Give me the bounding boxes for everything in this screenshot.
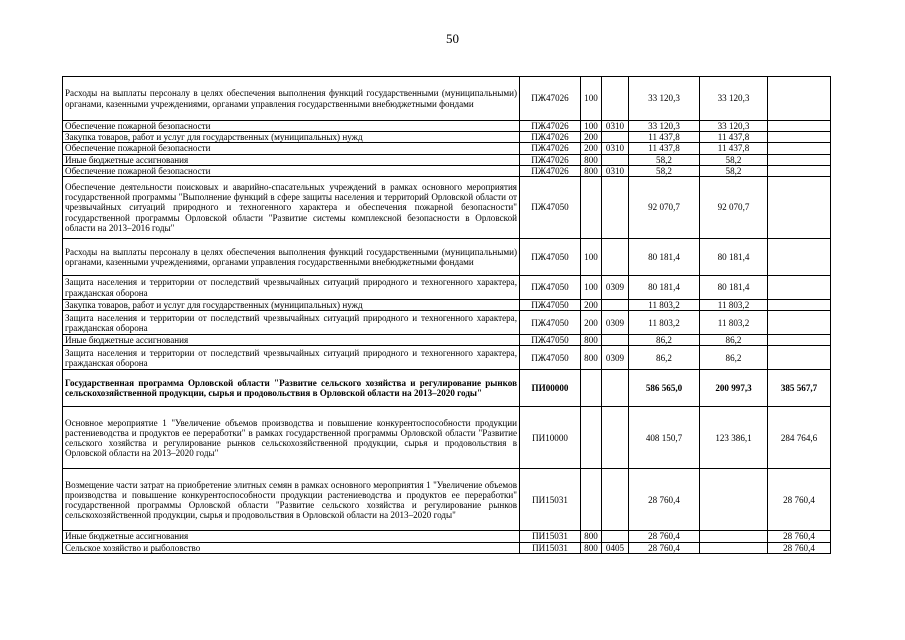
row-federal-amount bbox=[768, 154, 831, 165]
row-section-code bbox=[602, 531, 629, 542]
row-regional-amount: 92 070,7 bbox=[700, 177, 768, 239]
row-regional-amount: 11 437,8 bbox=[700, 132, 768, 143]
row-target-code: ПЖ47050 bbox=[520, 346, 581, 370]
row-total-amount: 11 437,8 bbox=[629, 143, 700, 154]
row-federal-amount bbox=[768, 311, 831, 335]
table-row bbox=[63, 239, 831, 276]
row-expense-type: 100 bbox=[581, 121, 602, 132]
row-target-code: ПЖ47026 bbox=[520, 143, 581, 154]
row-total-amount: 11 803,2 bbox=[629, 311, 700, 335]
row-expense-type: 800 bbox=[581, 531, 602, 542]
row-target-code: ПЖ47026 bbox=[520, 121, 581, 132]
row-total-amount: 86,2 bbox=[629, 346, 700, 370]
table-row bbox=[63, 407, 831, 469]
table-row bbox=[63, 542, 831, 553]
row-expense-type: 200 bbox=[581, 311, 602, 335]
row-description: Иные бюджетные ассигнования bbox=[63, 154, 520, 165]
table-row bbox=[63, 531, 831, 542]
row-section-code bbox=[602, 407, 629, 469]
row-description: Обеспечение пожарной безопасности bbox=[63, 121, 520, 132]
row-regional-amount: 33 120,3 bbox=[700, 77, 768, 121]
row-section-code bbox=[602, 239, 629, 276]
row-section-code: 0310 bbox=[602, 165, 629, 176]
row-regional-amount: 58,2 bbox=[700, 165, 768, 176]
row-description: Сельское хозяйство и рыболовство bbox=[63, 542, 520, 553]
row-expense-type: 800 bbox=[581, 335, 602, 346]
row-federal-amount: 28 760,4 bbox=[768, 531, 831, 542]
row-regional-amount bbox=[700, 469, 768, 531]
row-federal-amount bbox=[768, 132, 831, 143]
row-expense-type bbox=[581, 407, 602, 469]
row-target-code: ПЖ47050 bbox=[520, 239, 581, 276]
row-target-code: ПЖ47050 bbox=[520, 300, 581, 311]
row-regional-amount: 200 997,3 bbox=[700, 370, 768, 407]
row-regional-amount: 86,2 bbox=[700, 346, 768, 370]
row-federal-amount bbox=[768, 239, 831, 276]
row-description: Иные бюджетные ассигнования bbox=[63, 531, 520, 542]
row-total-amount: 33 120,3 bbox=[629, 77, 700, 121]
row-section-code: 0310 bbox=[602, 143, 629, 154]
row-section-code bbox=[602, 132, 629, 143]
row-federal-amount bbox=[768, 177, 831, 239]
row-description: Обеспечение деятельности поисковых и аварийно-спасательных учреждений в рамках основного мероприятия государственной программы "Выполнение функций в сфере защиты населения и территорий Орловской области от чрезвычайных ситуаций природного и техногенного характера и обеспечения пожарной безопасности" государственной программы Орловской области "Развитие системы комплексной безопасности в Орловской области на 2013–2016 годы" bbox=[63, 177, 520, 239]
row-target-code: ПЖ47026 bbox=[520, 165, 581, 176]
row-total-amount: 28 760,4 bbox=[629, 531, 700, 542]
row-expense-type bbox=[581, 177, 602, 239]
row-regional-amount bbox=[700, 531, 768, 542]
row-description: Государственная программа Орловской области "Развитие сельского хозяйства и регулирование рынков сельскохозяйственной продукции, сырья и продовольствия в Орловской области на 2013–2020 годы" bbox=[63, 370, 520, 407]
row-federal-amount bbox=[768, 165, 831, 176]
row-section-code: 0405 bbox=[602, 542, 629, 553]
row-section-code: 0309 bbox=[602, 276, 629, 300]
row-expense-type: 200 bbox=[581, 300, 602, 311]
row-regional-amount: 80 181,4 bbox=[700, 276, 768, 300]
row-target-code: ПИ15031 bbox=[520, 469, 581, 531]
row-regional-amount: 33 120,3 bbox=[700, 121, 768, 132]
table-row bbox=[63, 132, 831, 143]
row-description: Обеспечение пожарной безопасности bbox=[63, 165, 520, 176]
row-total-amount: 80 181,4 bbox=[629, 239, 700, 276]
row-total-amount: 11 437,8 bbox=[629, 132, 700, 143]
row-regional-amount: 123 386,1 bbox=[700, 407, 768, 469]
row-total-amount: 58,2 bbox=[629, 154, 700, 165]
row-description: Основное мероприятие 1 "Увеличение объемов производства и повышение конкурентоспособности продукции растениеводства и продуктов ее переработки" в рамках государственной программы Орловской области "Развитие сельского хозяйства и регулирование рынков сельскохозяйственной продукции, сырья и продовольствия в Орловской области на 2013–2020 годы" bbox=[63, 407, 520, 469]
table-row bbox=[63, 311, 831, 335]
row-expense-type: 800 bbox=[581, 154, 602, 165]
row-expense-type bbox=[581, 370, 602, 407]
row-federal-amount bbox=[768, 276, 831, 300]
row-description: Обеспечение пожарной безопасности bbox=[63, 143, 520, 154]
table-row bbox=[63, 300, 831, 311]
row-target-code: ПЖ47050 bbox=[520, 335, 581, 346]
row-target-code: ПЖ47026 bbox=[520, 154, 581, 165]
row-expense-type bbox=[581, 469, 602, 531]
row-expense-type: 200 bbox=[581, 132, 602, 143]
table-row bbox=[63, 154, 831, 165]
row-expense-type: 800 bbox=[581, 542, 602, 553]
table-row bbox=[63, 469, 831, 531]
budget-table bbox=[62, 76, 831, 554]
row-total-amount: 28 760,4 bbox=[629, 469, 700, 531]
row-total-amount: 586 565,0 bbox=[629, 370, 700, 407]
table-row bbox=[63, 77, 831, 121]
row-regional-amount bbox=[700, 542, 768, 553]
row-total-amount: 28 760,4 bbox=[629, 542, 700, 553]
row-target-code: ПЖ47050 bbox=[520, 311, 581, 335]
row-regional-amount: 58,2 bbox=[700, 154, 768, 165]
row-section-code bbox=[602, 300, 629, 311]
row-expense-type: 800 bbox=[581, 165, 602, 176]
row-expense-type: 100 bbox=[581, 77, 602, 121]
row-target-code: ПЖ47026 bbox=[520, 77, 581, 121]
row-expense-type: 800 bbox=[581, 346, 602, 370]
row-section-code bbox=[602, 177, 629, 239]
row-description: Закупка товаров, работ и услуг для государственных (муниципальных) нужд bbox=[63, 300, 520, 311]
row-total-amount: 11 803,2 bbox=[629, 300, 700, 311]
row-description: Защита населения и территории от последствий чрезвычайных ситуаций природного и техногенного характера, гражданская оборона bbox=[63, 311, 520, 335]
row-target-code: ПЖ47050 bbox=[520, 276, 581, 300]
row-federal-amount: 28 760,4 bbox=[768, 469, 831, 531]
row-description: Расходы на выплаты персоналу в целях обеспечения выполнения функций государственными (муниципальными) органами, казенными учреждениями, органами управления государственными внебюджетными фондами bbox=[63, 239, 520, 276]
row-federal-amount bbox=[768, 335, 831, 346]
row-section-code bbox=[602, 335, 629, 346]
row-federal-amount: 284 764,6 bbox=[768, 407, 831, 469]
row-target-code: ПЖ47026 bbox=[520, 132, 581, 143]
row-section-code bbox=[602, 370, 629, 407]
row-federal-amount: 28 760,4 bbox=[768, 542, 831, 553]
table-row bbox=[63, 143, 831, 154]
row-expense-type: 100 bbox=[581, 239, 602, 276]
row-description: Защита населения и территории от последствий чрезвычайных ситуаций природного и техногенного характера, гражданская оборона bbox=[63, 346, 520, 370]
row-section-code: 0310 bbox=[602, 121, 629, 132]
row-description: Расходы на выплаты персоналу в целях обеспечения выполнения функций государственными (муниципальными) органами, казенными учреждениями, органами управления государственными внебюджетными фондами bbox=[63, 77, 520, 121]
table-row bbox=[63, 370, 831, 407]
row-target-code: ПИ00000 bbox=[520, 370, 581, 407]
table-body bbox=[63, 77, 831, 554]
row-total-amount: 86,2 bbox=[629, 335, 700, 346]
page-number: 50 bbox=[446, 31, 459, 46]
row-federal-amount bbox=[768, 300, 831, 311]
row-target-code: ПИ15031 bbox=[520, 542, 581, 553]
row-total-amount: 33 120,3 bbox=[629, 121, 700, 132]
row-target-code: ПИ15031 bbox=[520, 531, 581, 542]
table-row bbox=[63, 121, 831, 132]
row-description: Иные бюджетные ассигнования bbox=[63, 335, 520, 346]
row-section-code bbox=[602, 154, 629, 165]
row-expense-type: 200 bbox=[581, 143, 602, 154]
row-description: Защита населения и территории от последствий чрезвычайных ситуаций природного и техногенного характера, гражданская оборона bbox=[63, 276, 520, 300]
table-row bbox=[63, 165, 831, 176]
row-target-code: ПИ10000 bbox=[520, 407, 581, 469]
row-federal-amount bbox=[768, 77, 831, 121]
row-federal-amount bbox=[768, 121, 831, 132]
table-row bbox=[63, 276, 831, 300]
row-section-code bbox=[602, 77, 629, 121]
row-federal-amount bbox=[768, 346, 831, 370]
row-federal-amount bbox=[768, 143, 831, 154]
row-description: Закупка товаров, работ и услуг для государственных (муниципальных) нужд bbox=[63, 132, 520, 143]
row-regional-amount: 11 437,8 bbox=[700, 143, 768, 154]
row-total-amount: 92 070,7 bbox=[629, 177, 700, 239]
row-expense-type: 100 bbox=[581, 276, 602, 300]
table-row bbox=[63, 177, 831, 239]
row-description: Возмещение части затрат на приобретение элитных семян в рамках основного мероприятия 1 "Увеличение объемов производства и повышение конкурентоспособности продукции растениеводства и продуктов ее переработки" государственной программы Орловской области "Развитие сельского хозяйства и регулирование рынков сельскохозяйственной продукции, сырья и продовольствия в Орловской области на 2013–2020 годы" bbox=[63, 469, 520, 531]
row-section-code: 0309 bbox=[602, 311, 629, 335]
row-total-amount: 58,2 bbox=[629, 165, 700, 176]
row-regional-amount: 86,2 bbox=[700, 335, 768, 346]
row-target-code: ПЖ47050 bbox=[520, 177, 581, 239]
row-section-code bbox=[602, 469, 629, 531]
row-total-amount: 80 181,4 bbox=[629, 276, 700, 300]
row-regional-amount: 11 803,2 bbox=[700, 300, 768, 311]
row-federal-amount: 385 567,7 bbox=[768, 370, 831, 407]
table-row bbox=[63, 346, 831, 370]
table-row bbox=[63, 335, 831, 346]
row-total-amount: 408 150,7 bbox=[629, 407, 700, 469]
row-section-code: 0309 bbox=[602, 346, 629, 370]
row-regional-amount: 11 803,2 bbox=[700, 311, 768, 335]
row-regional-amount: 80 181,4 bbox=[700, 239, 768, 276]
